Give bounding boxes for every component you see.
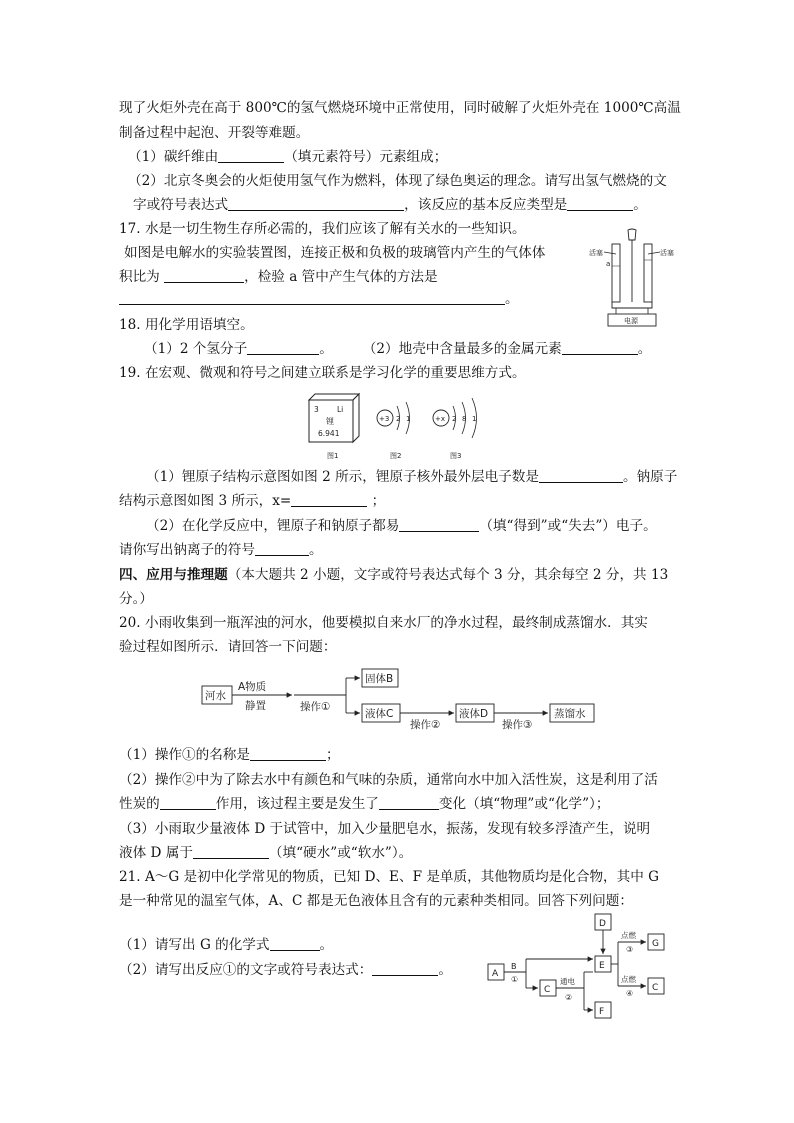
q20-part3-text-b: 液体 D 属于 (119, 845, 193, 861)
q18-line-1: 18. 用化学用语填空。 (119, 317, 254, 333)
fig3-nucleus: +x (435, 415, 446, 423)
fig1-atomic-number: 3 (314, 405, 319, 414)
q19-part1-line2 (119, 492, 385, 510)
reaction-4: ④ (626, 989, 634, 998)
q20-part2-text-c: 作用，该过程主要是发生了 (215, 796, 379, 812)
section4-desc: （本大题共 2 小题，文字或符号表达式每个 3 分，其余每空 2 分，共 13 (227, 567, 669, 583)
q20-part2-line2 (119, 795, 609, 813)
q21-part2-text-a: （2）请写出反应①的文字或符号表达式： (119, 962, 373, 978)
reaction-2: ② (565, 993, 573, 1002)
flow-liquid-c: 液体C (365, 708, 394, 720)
q17-line-2: 如图是电解水的实验装置图，连接正极和负极的玻璃管内产生的气体体 (124, 245, 546, 261)
label-electrify: 通电 (560, 977, 575, 986)
q19-line-1: 19. 在宏观、微观和符号之间建立联系是学习化学的重要思维方式。 (119, 365, 526, 381)
q21-line-1: 21. A～G 是初中化学常见的物质，已知 D、E、F 是单质，其他物质均是化合物，其中 G (119, 869, 660, 885)
fig3-shell1: 2 (452, 415, 457, 423)
q17-line-3 (119, 268, 438, 286)
flow-substance-a: A物质 (238, 681, 267, 693)
answer-blank[interactable] (164, 268, 244, 283)
q21-part2 (119, 961, 452, 979)
q16-part2-text-b: 字或符号表达式 (133, 197, 229, 213)
flow-river-water: 河水 (205, 690, 226, 702)
q16-part1 (128, 148, 447, 166)
q18-text-a: （1）2 个氢分子 (144, 341, 248, 357)
q19-part2-line1 (146, 517, 657, 535)
q17-text-end: 。 (505, 291, 519, 307)
q19-part1-line1 (146, 468, 677, 486)
flow-operation-1: 操作① (300, 701, 331, 713)
q17-line-4 (119, 290, 519, 308)
fig2-caption: 图2 (390, 452, 402, 460)
q20-part2-line1: （2）操作②中为了除去水中有颜色和气味的杂质，通常向水中加入活性炭，这是利用了活 (119, 772, 658, 788)
q20-part1-text-a: （1）操作①的名称是 (119, 747, 250, 763)
answer-blank[interactable] (539, 468, 623, 483)
answer-blank[interactable] (250, 746, 326, 761)
label-ignite-2: 点燃 (621, 975, 636, 984)
q17-text-a: 积比为 (119, 269, 160, 285)
fig1-mass: 6.941 (318, 429, 340, 438)
section4-heading (119, 566, 668, 584)
section4-title: 四、应用与推理题 (119, 567, 228, 583)
answer-blank[interactable] (119, 290, 505, 305)
q18-text-b: 。 (319, 341, 333, 357)
q20-part2-text-b: 性炭的 (119, 796, 160, 812)
q19-part2-text-a: （2）在化学反应中，锂原子和钠原子都易 (146, 518, 400, 534)
section4-desc-line2: 分。） (119, 591, 153, 607)
valve-left-label: 活塞 (589, 249, 603, 257)
answer-blank[interactable] (567, 196, 633, 211)
power-label: 电源 (624, 317, 638, 325)
flow-operation-3: 操作③ (502, 719, 533, 731)
lithium-sodium-figures (305, 392, 505, 464)
flow-operation-2: 操作② (410, 719, 441, 731)
answer-blank[interactable] (372, 961, 438, 976)
q16-part2-line2 (133, 196, 647, 214)
label-b: B (511, 962, 517, 971)
node-a: A (492, 969, 499, 979)
q20-part3-text-c: （填“硬水”或“软水”）。 (268, 845, 413, 861)
q18-line-2 (144, 340, 651, 358)
q21-line-2: 是一种常见的温室气体，A、C 都是无色液体且含有的元素种类相同。回答下列问题： (119, 893, 633, 909)
q19-part1-text-c: 结构示意图如图 3 所示，x= (119, 493, 292, 509)
answer-blank[interactable] (291, 492, 367, 507)
flow-liquid-d: 液体D (459, 708, 489, 720)
q21-part1 (119, 936, 333, 954)
q18-text-c: （2）地壳中含量最多的金属元素 (362, 341, 562, 357)
q17-line-1: 17. 水是一切生物生存所必需的，我们应该了解有关水的一些知识。 (119, 221, 526, 237)
q19-part2-line2 (119, 541, 323, 559)
substance-inference-diagram (480, 910, 680, 1022)
flow-settle: 静置 (245, 700, 266, 712)
fig3-caption: 图3 (450, 452, 462, 460)
q19-part1-text-d: ； (371, 493, 386, 509)
q16-continuation-line-1: 现了火炬外壳在高于 800℃的氢气燃烧环境中正常使用，同时破解了火炬外壳在 1000℃高温 (119, 100, 681, 116)
answer-blank[interactable] (379, 795, 439, 810)
q16-part2-text-c: ，该反应的基本反应类型是 (404, 197, 568, 213)
fig1-symbol: Li (337, 405, 344, 414)
fig1-caption: 图1 (327, 452, 339, 460)
answer-blank[interactable] (228, 196, 404, 211)
flow-solid-b: 固体B (365, 673, 394, 685)
q16-continuation-line-2: 制备过程中起泡、开裂等难题。 (119, 125, 310, 141)
q21-part2-text-b: 。 (438, 962, 452, 978)
node-d: D (599, 919, 606, 929)
q19-part2-text-d: 。 (308, 542, 323, 558)
q20-line-1: 20. 小雨收集到一瓶浑浊的河水，他要模拟自来水厂的净水过程，最终制成蒸馏水．其实 (119, 615, 648, 631)
q20-part1 (119, 746, 340, 764)
q17-text-b: ，检验 a 管中产生气体的方法是 (244, 269, 438, 285)
q19-part2-text-b: （填“得到”或“失去”）电子。 (479, 518, 657, 534)
answer-blank[interactable] (562, 340, 638, 355)
electrolysis-apparatus-diagram (582, 228, 682, 328)
fig2-shell1: 2 (396, 415, 401, 423)
q21-part1-text-b: 。 (319, 937, 334, 953)
node-g: G (652, 939, 659, 949)
q19-part2-text-c: 请你写出钠离子的符号 (119, 542, 255, 558)
answer-blank[interactable] (160, 795, 216, 810)
answer-blank[interactable] (193, 844, 269, 859)
node-c-right: C (652, 983, 659, 993)
node-c-left: C (544, 985, 551, 995)
fig2-shell2: 1 (406, 415, 411, 423)
flow-distilled-water: 蒸馏水 (554, 708, 586, 720)
q16-part1-text-b: （填元素符号）元素组成； (284, 149, 448, 165)
q20-line-2: 验过程如图所示．请回答一下问题： (119, 639, 337, 655)
q21-part1-text-a: （1）请写出 G 的化学式 (119, 937, 270, 953)
answer-blank[interactable] (247, 340, 319, 355)
answer-blank[interactable] (399, 517, 479, 532)
q20-part2-text-d: 变化（填“物理”或“化学”）； (438, 796, 610, 812)
node-f: F (599, 1007, 605, 1017)
answer-blank[interactable] (270, 936, 320, 951)
label-ignite-1: 点燃 (621, 931, 636, 940)
q16-part2-line1: （2）北京冬奥会的火炬使用氢气作为燃料，体现了绿色奥运的理念。请写出氢气燃烧的文 (128, 173, 667, 189)
fig1-name: 锂 (326, 417, 334, 426)
q19-part1-text-b: 。钠原子 (622, 469, 678, 485)
fig2-nucleus: +3 (379, 415, 390, 423)
valve-right-label: 活塞 (660, 249, 674, 257)
q20-part3-line1: （3）小雨取少量液体 D 于试管中，加入少量肥皂水，振荡，发现有较多浮渣产生，说明 (119, 821, 651, 837)
answer-blank[interactable] (218, 148, 284, 163)
q16-part2-text-d: 。 (633, 197, 647, 213)
q19-part1-text-a: （1）锂原子结构示意图如图 2 所示，锂原子核外最外层电子数是 (146, 469, 539, 485)
tube-a-label: a (606, 260, 611, 268)
node-e: E (599, 961, 605, 971)
fig3-shell2: 8 (462, 415, 467, 423)
reaction-3: ③ (626, 945, 634, 954)
q18-text-d: 。 (637, 341, 652, 357)
reaction-1: ① (511, 975, 519, 984)
answer-blank[interactable] (255, 541, 309, 556)
water-purification-flowchart (200, 664, 600, 744)
q16-part1-text-a: （1）碳纤维由 (128, 149, 219, 165)
fig3-shell3: 1 (472, 415, 477, 423)
q20-part3-line2 (119, 844, 412, 862)
q20-part1-text-b: ； (326, 747, 340, 763)
